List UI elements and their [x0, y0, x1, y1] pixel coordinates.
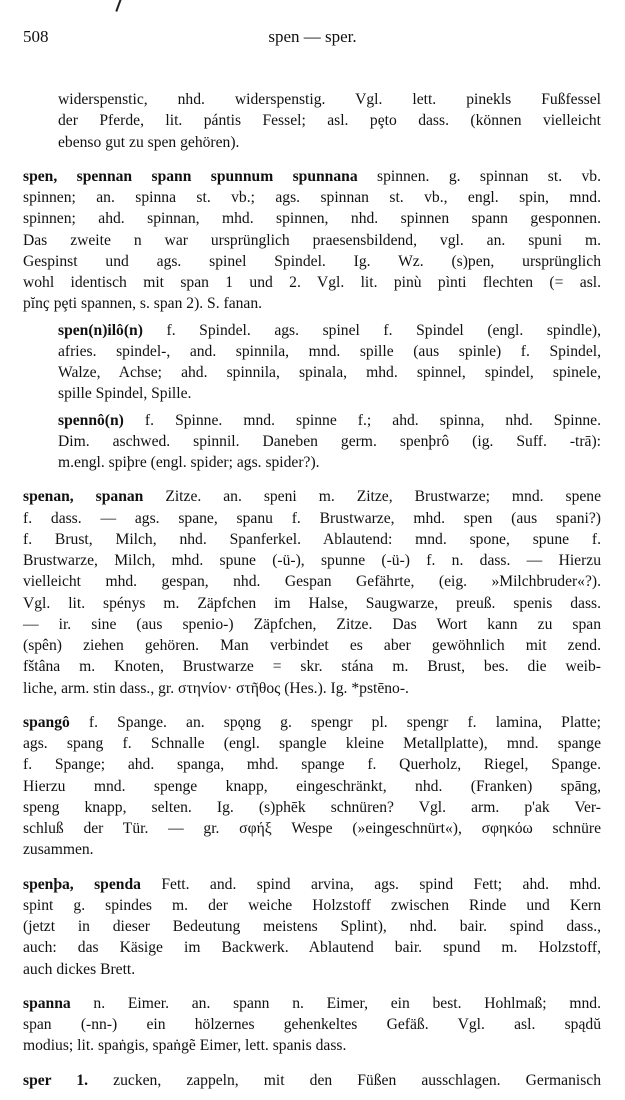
line-text: zusammen. — [23, 841, 94, 859]
text-line — [23, 712, 601, 733]
line-text: Dim. aschwed. spinnil. Daneben germ. spenþrô (ig. Suff. -trā): — [58, 432, 601, 450]
text-line — [23, 1035, 601, 1056]
line-text: f. Spange; ahd. spanga, mhd. spange f. Querholz, Riegel, Spange. — [23, 756, 601, 774]
line-text: Zitze. an. speni m. Zitze, Brustwarze; mnd. spene — [143, 488, 602, 506]
text-line — [23, 635, 601, 656]
text-line — [23, 550, 601, 571]
line-text: f. dass. — ags. spane, spanu f. Brustwarze, mhd. spen (aus spani?) — [23, 509, 601, 527]
line-text: speng knapp, selten. Ig. (s)phēk schnüren? Vgl. arm. p'ak Ver- — [23, 798, 601, 816]
text-line — [23, 678, 601, 699]
line-text: zucken, zappeln, mit den Füßen ausschlagen. Germanisch — [88, 1071, 601, 1089]
line-text: widerspenstic, nhd. widerspenstig. Vgl. lett. pinekls Fußfessel — [58, 91, 601, 108]
line-text: liche, arm. stin dass., gr. στηνίον· στῆθος (Hes.). Ig. *pstēno-. — [23, 679, 409, 697]
text-line — [23, 1014, 601, 1035]
line-text: vielleicht mhd. gespan, nhd. Gespan Gefährte, (eig. »Milchbruder«?). — [23, 573, 601, 591]
text-line — [23, 916, 601, 937]
text-line — [23, 486, 601, 507]
text-line — [23, 776, 601, 797]
line-text: spinnen. g. spinnan st. vb. — [357, 167, 601, 185]
dictionary-entry — [23, 874, 601, 980]
line-text: schluß der Tür. — gr. σφήξ Wespe (»eingeschnürt«), σφηκόω schnüre — [23, 820, 601, 837]
line-text: modius; lit. spaṅgis, spaṅgẽ Eimer, lett. spanis dass. — [23, 1037, 347, 1055]
line-text: Das zweite n war ursprünglich praesensbildend, vgl. an. spuni m. — [23, 231, 601, 249]
text-line — [23, 293, 601, 314]
line-text: Vgl. lit. spénys m. Zäpfchen im Halse, Saugwarze, preuß. spenis dass. — [23, 594, 601, 612]
dictionary-subentry — [58, 320, 601, 405]
line-text: (jetzt in dieser Bedeutung meistens Splint), nhd. bair. spind dass., — [23, 918, 601, 935]
headword: spen, spennan spann spunnum spunnana — [23, 167, 358, 185]
dictionary-subentry — [58, 410, 601, 474]
text-line — [23, 166, 601, 187]
text-line — [23, 818, 601, 839]
line-text: der Pferde, lit. pántis Fessel; asl. pȩto dass. (können vielleicht — [58, 112, 601, 130]
text-line — [23, 272, 601, 293]
line-text: spinnen; an. spinna st. vb.; ags. spinnan st. vb., engl. spin, mnd. — [23, 189, 601, 206]
line-text: spint g. spindes m. der weiche Holzstoff zwischen Rinde und Kern — [23, 896, 601, 914]
text-line — [23, 508, 601, 529]
text-line — [23, 230, 601, 251]
text-line — [23, 529, 601, 550]
line-text: ags. spang f. Schnalle (engl. spangle kleine Metallplatte), mnd. spange — [23, 735, 601, 752]
text-line — [23, 656, 601, 677]
text-line — [58, 89, 601, 110]
text-line — [23, 614, 601, 635]
text-line — [23, 959, 601, 980]
dictionary-entry — [23, 1070, 601, 1091]
text-line — [58, 341, 601, 362]
text-line — [58, 383, 601, 404]
dictionary-entry — [23, 166, 601, 315]
headword: spenan, spanan — [23, 488, 144, 506]
headword: spenþa, spenda — [23, 875, 141, 893]
text-line — [58, 132, 601, 153]
line-text: auch dickes Brett. — [23, 960, 136, 978]
text-line — [58, 431, 601, 452]
text-line — [23, 593, 601, 614]
dictionary-body — [23, 89, 601, 1091]
dictionary-subentry — [58, 89, 601, 153]
headword: spennô(n) — [58, 411, 124, 429]
text-line — [58, 320, 601, 341]
line-text: spille Spindel, Spille. — [58, 385, 192, 403]
line-text: Fett. and. spind arvina, ags. spind Fett; ahd. mhd. — [140, 875, 602, 893]
scan-mark — [115, 0, 122, 12]
dictionary-entry — [23, 486, 601, 699]
line-text: afries. spindel-, and. spinnila, mnd. spille (aus spinle) f. Spindel, — [58, 342, 601, 360]
text-line — [23, 895, 601, 916]
line-text: fštâna m. Knoten, Brustwarze = skr. stána m. Brust, bes. die weib- — [23, 658, 601, 676]
line-text: f. Brust, Milch, nhd. Spanferkel. Ablautend: mnd. spone, spune f. — [23, 530, 601, 548]
text-line — [23, 187, 601, 208]
text-line — [23, 839, 601, 860]
headword: spangô — [23, 713, 70, 731]
line-text: Brustwarze, Milch, mhd. spune (-ü-), spunne (-ü-) f. n. dass. — Hierzu — [23, 552, 601, 569]
headword: spen(n)ilô(n) — [58, 321, 143, 339]
page-number: 508 — [23, 27, 49, 46]
text-line — [23, 754, 601, 775]
headword: sper 1. — [23, 1071, 89, 1089]
line-text: Gespinst und ags. spinel Spindel. Ig. Wz. (s)pen, ursprünglich — [23, 252, 601, 270]
text-line — [58, 410, 601, 431]
text-line — [23, 937, 601, 958]
line-text: ebenso gut zu spen gehören). — [58, 133, 240, 151]
running-title: spen — sper. — [268, 27, 357, 46]
line-text: Walze, Achse; ahd. spinnila, spinala, mhd. spinnel, spindel, spinele, — [58, 364, 601, 381]
line-text: wohl identisch mit span 1 und 2. Vgl. lit. pinù pìnti flechten (= asl. — [23, 274, 601, 291]
dictionary-entry — [23, 993, 601, 1057]
text-line — [23, 993, 601, 1014]
line-text: spinnen; ahd. spinnan, mhd. spinnen, nhd. spinnen spann gesponnen. — [23, 210, 601, 228]
dictionary-entry — [23, 712, 601, 861]
text-line — [23, 208, 601, 229]
line-text: — ir. sine (aus spenio-) Zäpfchen, Zitze. Das Wort kann zu span — [23, 615, 601, 633]
text-line — [23, 1070, 601, 1091]
line-text: span (-nn-) ein hölzernes gehenkeltes Gefäß. Vgl. asl. spądŭ — [23, 1016, 601, 1033]
text-line — [23, 797, 601, 818]
line-text: pĭnҫ pȩti spannen, s. span 2). S. fanan. — [23, 295, 263, 313]
text-line — [58, 362, 601, 383]
line-text: f. Spindel. ags. spinel f. Spindel (engl. spindle), — [142, 321, 601, 339]
text-line — [58, 110, 601, 131]
line-text: n. Eimer. an. spann n. Eimer, ein best. Hohlmaß; mnd. — [70, 994, 601, 1012]
line-text: f. Spinne. mnd. spinne f.; ahd. spinna, nhd. Spinne. — [123, 411, 601, 429]
text-line — [23, 251, 601, 272]
line-text: auch: das Käsige im Backwerk. Ablautend bair. spund m. Holzstoff, — [23, 939, 601, 957]
line-text: f. Spange. an. spǫng g. spengr pl. spengr f. lamina, Platte; — [69, 713, 601, 731]
text-line — [23, 571, 601, 592]
text-line — [23, 874, 601, 895]
text-line — [58, 452, 601, 473]
line-text: (spên) ziehen gehören. Man verbindet es aber gewöhnlich mit zend. — [23, 637, 601, 654]
text-line — [23, 733, 601, 754]
line-text: m.engl. spiþre (engl. spider; ags. spider?). — [58, 454, 320, 471]
headword: spanna — [23, 994, 71, 1012]
line-text: Hierzu mnd. spenge knapp, eingeschränkt, nhd. (Franken) spāng, — [23, 777, 601, 795]
